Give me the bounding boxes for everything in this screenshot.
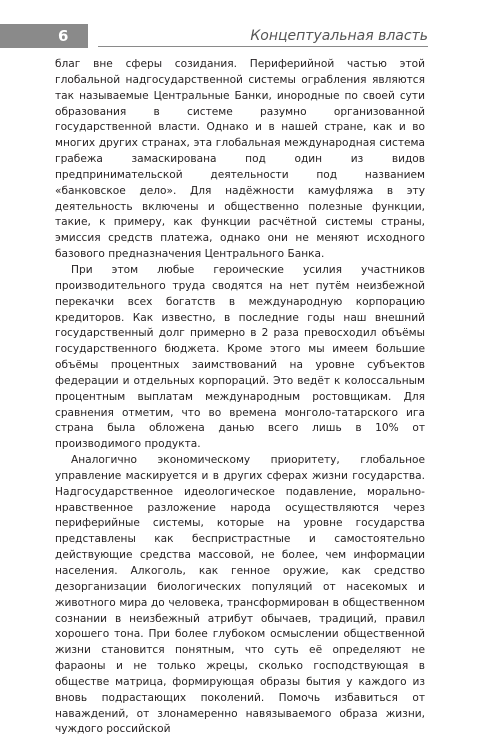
- paragraph-2: При этом любые героические усилия участников производительного труда сводятся на нет путём неизбежной перекачки всех богатств в международную корпорацию кредиторов. Как известно, в последние годы наш внешний государственный долг примерно в 2 раза превосходил объёмы государственного бюджета. Кроме этого мы имеем большие объёмы процентных заимствований на уровне субъектов федерации и отдельных корпораций. Это ведёт к колоссальным процентным выплатам международным ростовщикам. Для сравнения отметим, что во времена монголо-татарского ига страна была обложена данью всего лишь в 10% от производимого продукта.: [55, 263, 425, 451]
- header-rule: [98, 46, 428, 47]
- page-number-bar: [0, 24, 58, 48]
- body-text: [55, 57, 425, 738]
- paragraph-1: благ вне сферы созидания. Периферийной частью этой глобальной надгосударственной системы ограбления являются так называемые Центральные Банки, инородные по своей сути образования в системе разумно организованной государственной власти. Однако и в нашей стране, как и во многих других странах, эта глобальная международная система грабежа замаскирована под один из видов предпринимательской деятельности под названием «банковское дело». Для надёжности камуфляжа в эту деятельность включены и общественно полезные функции, такие, к примеру, как функции расчётной системы страны, эмиссия средств платежа, однако они не меняют исходного базового предназначения Центрального Банка.: [55, 58, 425, 261]
- running-title: Концептуальная власть: [250, 28, 428, 44]
- page-number: 6: [58, 24, 88, 48]
- paragraph-3: Аналогично экономическому приоритету, глобальное управление маскируется и в других сферах жизни государства. Надгосударственное идеологическое подавление, морально-нравственное разложение народа осуществляются через периферийные системы, которые на уровне государства представлены как беспристрастные и самостоятельно действующие средства массовой, не более, чем информации населения. Алкоголь, как генное оружие, как средство дезорганизации биологических популяций от насекомых и животного мира до человека, трансформирован в общественном сознании в неизбежный атрибут обычаев, традиций, правил хорошего тона. При более глубоком осмыслении общественной жизни становится понятным, что суть её определяют не фараоны и не только жрецы, сколько господствующая в обществе матрица, формирующая образы бытия у каждого из вновь подрастающих поколений. Помочь избавиться от наваждений, от злонамеренно навязываемого образа жизни, чуждого российской: [55, 454, 425, 736]
- page-header: [0, 24, 480, 48]
